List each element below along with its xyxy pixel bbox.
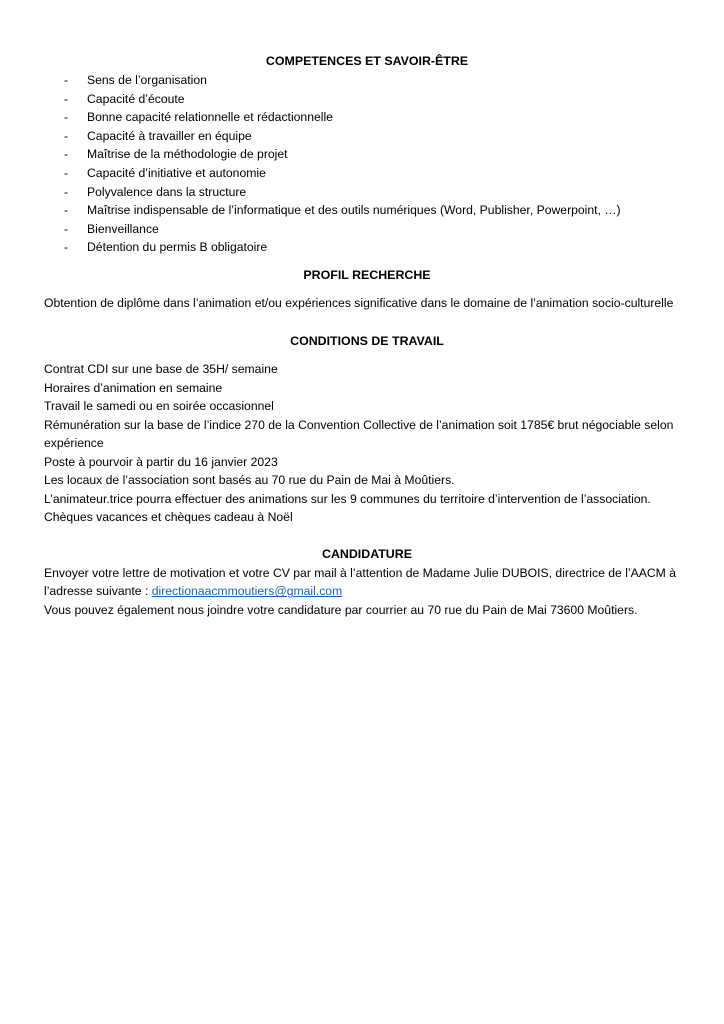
conditions-line: Les locaux de l’association sont basés au 70 rue du Pain de Mai à Moûtiers.: [44, 473, 455, 488]
competences-list: [44, 71, 690, 257]
conditions-line: Horaires d’animation en semaine: [44, 380, 223, 395]
conditions-title: CONDITIONS DE TRAVAIL: [290, 334, 444, 349]
spacer: [44, 351, 690, 360]
list-item-text: Capacité d’écoute: [87, 91, 185, 106]
list-item: [44, 108, 690, 127]
candidature-intro: [44, 564, 690, 601]
conditions-line: Contrat CDI sur une base de 35H/ semaine: [44, 362, 278, 377]
list-item: [44, 71, 690, 90]
dash-bullet: -: [64, 240, 69, 255]
list-item-text: Sens de l’organisation: [87, 73, 207, 87]
dash-bullet: -: [64, 147, 69, 162]
list-item-text: Polyvalence dans la structure: [87, 184, 247, 199]
list-item: [44, 164, 690, 183]
spacer: [44, 257, 690, 266]
list-item-text: Maîtrise de la méthodologie de projet: [87, 147, 288, 162]
conditions-line: Chèques vacances et chèques cadeau à Noël: [44, 510, 293, 525]
list-item-text: Bonne capacité relationnelle et rédactionnelle: [87, 110, 333, 125]
list-item: [44, 127, 690, 146]
list-item-text: Détention du permis B obligatoire: [87, 240, 268, 255]
dash-bullet: -: [64, 221, 69, 236]
list-item-text: Capacité à travailler en équipe: [87, 128, 252, 143]
list-item-text: Maîtrise indispensable de l’informatique et des outils numériques (Word, Publisher, Powerpoint, …): [87, 203, 621, 218]
dash-bullet: -: [64, 165, 69, 180]
spacer: [44, 527, 690, 545]
email-link[interactable]: directionaacmmoutiers@gmail.com: [151, 584, 343, 599]
list-item: [44, 145, 690, 164]
list-item: [44, 238, 690, 257]
competences-title: COMPETENCES ET SAVOIR-ÊTRE: [265, 54, 469, 68]
dash-bullet: -: [64, 110, 69, 125]
dash-bullet: -: [64, 128, 69, 143]
dash-bullet: -: [64, 73, 69, 87]
profil-title: PROFIL RECHERCHE: [303, 267, 431, 282]
candidature-intro-text: Envoyer votre lettre de motivation et votre CV par mail à l’attention de Madame Julie DUBOIS, directrice de l’AACM à l’adresse suivante :: [44, 565, 676, 599]
spacer: [44, 312, 690, 332]
list-item: [44, 220, 690, 239]
candidature-title: CANDIDATURE: [322, 546, 412, 561]
list-item: [44, 90, 690, 109]
dash-bullet: -: [64, 203, 69, 218]
profil-text: Obtention de diplôme dans l’animation et/ou expériences significative dans le domaine de l’animation socio-culturelle: [44, 295, 674, 310]
list-item: [44, 201, 690, 220]
candidature-postal: Vous pouvez également nous joindre votre candidature par courrier au 70 rue du Pain de Mai 73600 Moûtiers.: [44, 602, 638, 617]
conditions-line: Poste à pourvoir à partir du 16 janvier 2023: [44, 454, 278, 469]
conditions-line: L’animateur.trice pourra effectuer des animations sur les 9 communes du territoire d’intervention de l’association.: [44, 491, 651, 506]
list-item-text: Bienveillance: [87, 221, 159, 236]
list-item: [44, 183, 690, 202]
document-page: [44, 52, 690, 619]
spacer: [44, 285, 690, 294]
dash-bullet: -: [64, 91, 69, 106]
list-item-text: Capacité d’initiative et autonomie: [87, 165, 266, 180]
dash-bullet: -: [64, 184, 69, 199]
conditions-line: Travail le samedi ou en soirée occasionnel: [44, 399, 274, 414]
conditions-line: Rémunération sur la base de l’indice 270 de la Convention Collective de l’animation soit 1785€ brut négociable selon expérience: [44, 417, 674, 451]
